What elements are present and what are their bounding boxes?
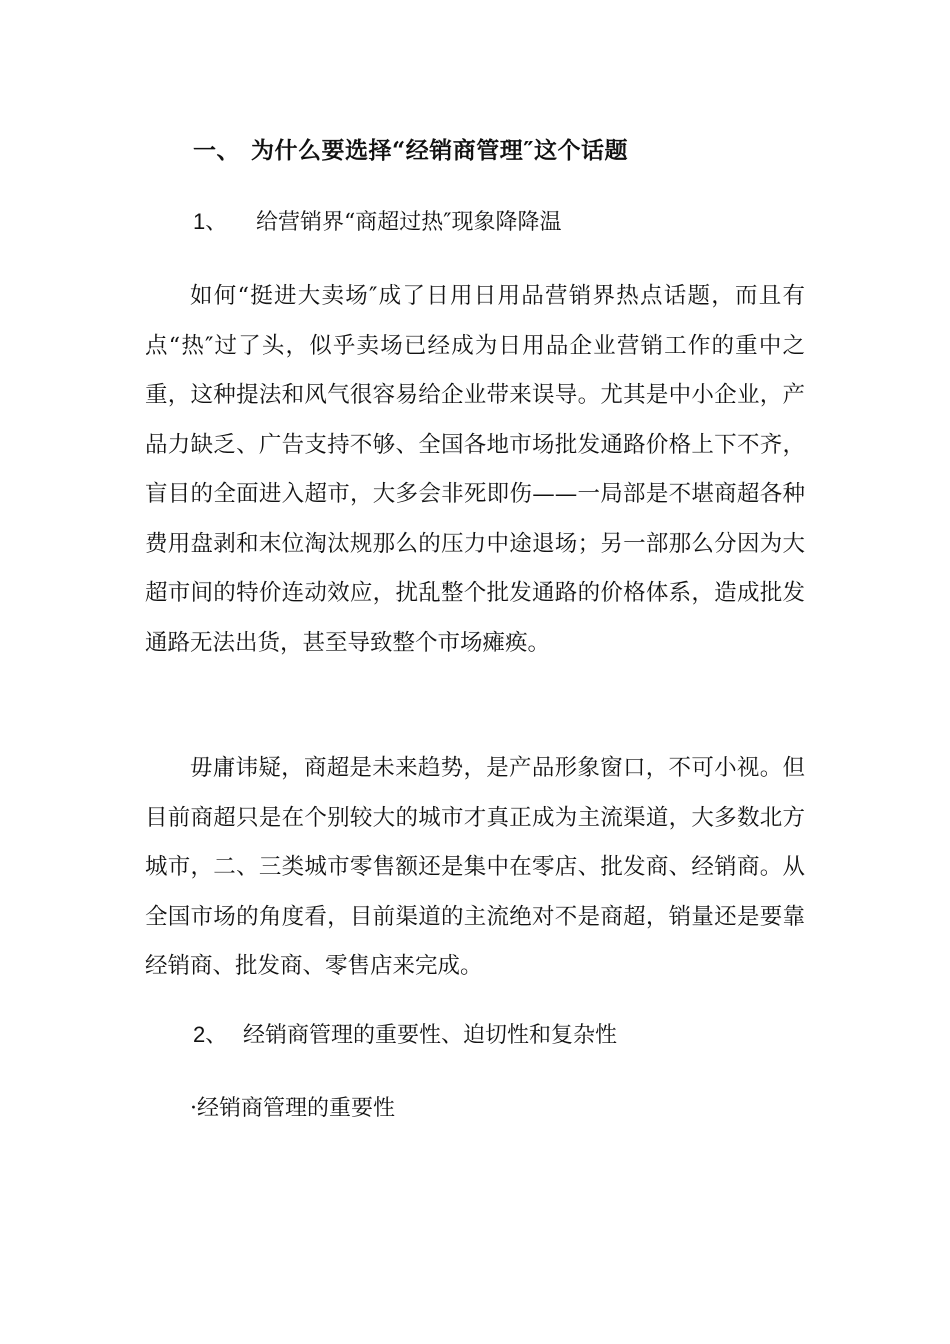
section-heading [193, 134, 628, 168]
body-paragraph-2: 毋庸讳疑，商超是未来趋势，是产品形象窗口，不可小视。但目前商超只是在个别较大的城市才真正成为主流渠道，大多数北方城市，二、三类城市零售额还是集中在零店、批发商、经销商。从全国市场的角度看，目前渠道的主流绝对不是商超，销量还是要靠经销商、批发商、零售店来完成。 [145, 755, 805, 979]
section-number: 一、 [193, 137, 240, 164]
subsection-title-2: 经销商管理的重要性、迫切性和复杂性 [243, 1023, 618, 1048]
body-paragraph-1: 如何“挺进大卖场″成了日用日用品营销界热点话题，而且有点“热″过了头，似乎卖场已经成为日用品企业营销工作的重中之重，这种提法和风气很容易给企业带来误导。尤其是中小企业，产品力缺乏、广告支持不够、全国各地市场批发通路价格上下不齐，盲目的全面进入超市，大多会非死即伤——一局部是不堪商超各种费用盘剥和末位淘汰规那么的压力中途退场；另一部那么分因为大超市间的特价连动效应，扰乱整个批发通路的价格体系，造成批发通路无法出货，甚至导致整个市场瘫痪。 [145, 283, 805, 656]
bullet-item: ·经销商管理的重要性 [190, 1096, 395, 1121]
subsection-number-2: 2、 [193, 1022, 228, 1047]
subsection-heading-2 [193, 1018, 617, 1053]
subsection-title-1: 给营销界“商超过热″现象降降温 [256, 210, 562, 235]
section-title: 为什么要选择“经销商管理″这个话题 [251, 137, 629, 164]
subsection-number-1: 1、 [193, 209, 228, 234]
subsection-heading-1 [193, 205, 561, 240]
